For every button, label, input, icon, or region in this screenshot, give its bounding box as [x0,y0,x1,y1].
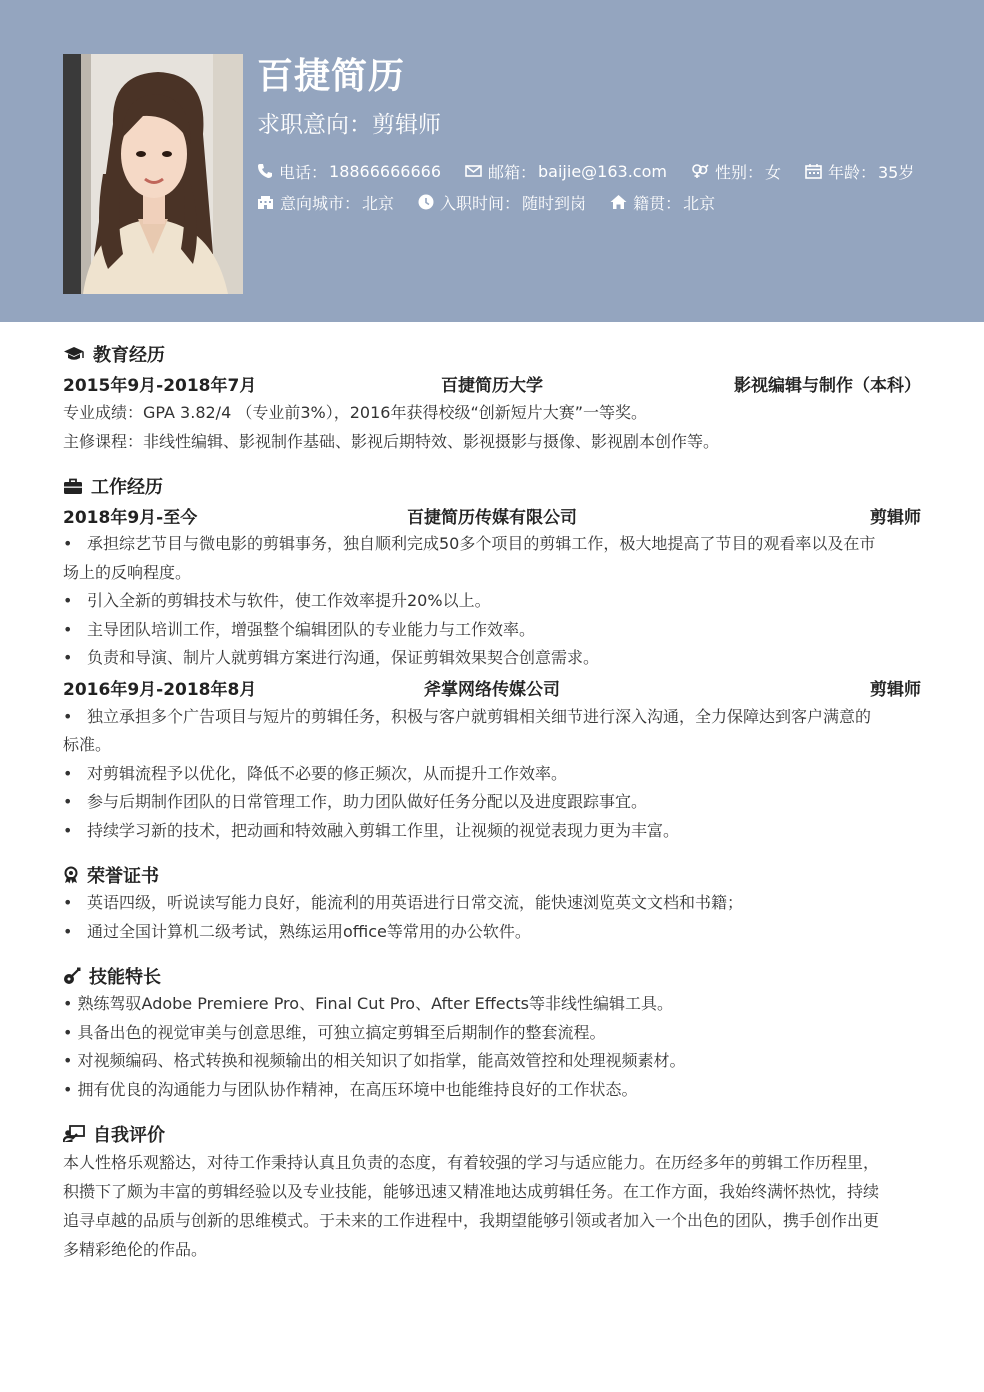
entry-value: 随时到岗 [522,193,587,213]
age-info [805,160,914,183]
honors-title [63,861,921,889]
phone-label: 电话： [279,162,328,182]
entry-label: 入职时间： [440,193,521,213]
self-eval-line: 积攒下了颇为丰富的剪辑经验以及专业技能，能够迅速又精准地达成剪辑任务。在工作方面，我始终满怀热忱，持续 [63,1182,880,1201]
resume-header [0,0,984,322]
honor-item: • 通过全国计算机二级考试，熟练运用office等常用的办公软件。 [63,918,921,947]
self-eval-title [63,1120,921,1148]
email-info [465,160,667,183]
work-title [63,472,921,500]
honors-title-text: 荣誉证书 [87,866,159,887]
graduation-cap-icon [63,346,85,362]
age-value: 35岁 [878,162,915,182]
self-eval-line: 追寻卓越的品质与创新的思维模式。于未来的工作进程中，我期望能够引领或者加入一个出色的团队，携手创作出更 [63,1211,880,1230]
job-1-bullet: • 主导团队培训工作，增强整个编辑团队的专业能力与工作效率。 [63,616,921,645]
home-icon [610,194,627,210]
skills-section [63,962,921,1104]
candidate-name: 百捷简历 [257,56,406,97]
guitar-icon [63,967,81,985]
job-1-period: 2018年9月-至今 [63,507,198,528]
origin-label: 籍贯： [633,193,682,213]
gender-label: 性别： [714,162,763,182]
clock-icon [418,194,434,210]
job-1-head [63,500,921,530]
job-1-bullet: • 负责和导演、制片人就剪辑方案进行沟通，保证剪辑效果契合创意需求。 [63,644,921,673]
job-1-bullet-continuation: 场上的反响程度。 [63,562,192,582]
self-eval-section [63,1120,921,1264]
job-1-role: 剪辑师 [870,507,921,528]
skill-item: • 具备出色的视觉审美与创意思维，可独立搞定剪辑至后期制作的整套流程。 [63,1022,606,1042]
job-2-bullet: • 参与后期制作团队的日常管理工作，助力团队做好任务分配以及进度跟踪事宜。 [63,788,921,817]
honor-item: • 英语四级，听说读写能力良好，能流利的用英语进行日常交流，能快速浏览英文文档和书籍； [63,889,921,918]
age-label: 年龄： [827,162,876,182]
award-icon [63,866,79,884]
job-2-company: 斧掌网络传媒公司 [424,680,560,700]
education-line-grades: 专业成绩：GPA 3.82/4 （专业前3%），2016年获得校级“创新短片大赛”一等奖。 [63,403,648,422]
job-1-bullet: • 承担综艺节目与微电影的剪辑事务，独自顺利完成50多个项目的剪辑工作，极大地提高了节目的观看率以及在市 [63,530,921,559]
phone-value: 18866666666 [329,161,441,181]
skill-item: • 对视频编码、格式转换和视频输出的相关知识了如指掌，能高效管控和处理视频素材。 [63,1051,686,1070]
work-title-text: 工作经历 [91,477,163,498]
job-intent [257,106,441,139]
phone-icon [257,163,273,179]
self-eval-title-text: 自我评价 [93,1125,165,1146]
job-2-bullet-continuation: 标准。 [63,735,112,754]
skills-title [63,962,921,990]
skill-item: • 熟练驾驭Adobe Premiere Pro、Final Cut Pro、After Effects等非线性编辑工具。 [63,994,673,1013]
education-major: 影视编辑与制作（本科） [734,375,921,396]
presenter-icon [63,1125,85,1143]
education-section [63,340,921,456]
honors-section [63,861,921,946]
city-label: 意向城市： [280,193,361,213]
gender-info [691,160,781,183]
self-eval-line: 本人性格乐观豁达，对待工作秉持认真且负责的态度，有着较强的学习与适应能力。在历经多年的剪辑工作历程里， [63,1153,880,1172]
self-eval-line: 多精彩绝伦的作品。 [63,1240,208,1259]
education-title-text: 教育经历 [93,345,165,366]
education-school: 百捷简历大学 [441,375,543,396]
origin-info [610,191,715,214]
email-value: baijie@163.com [538,161,667,181]
job-2-bullet: • 对剪辑流程予以优化，降低不必要的修正频次，从而提升工作效率。 [63,760,921,789]
city-info [257,191,394,214]
contact-row-1 [257,160,938,182]
work-section [63,472,921,845]
job-intent-value: 剪辑师 [372,112,441,138]
contact-row-2 [257,191,739,213]
job-2-head [63,673,921,703]
briefcase-icon [63,478,83,495]
city-value: 北京 [362,193,395,213]
job-1-company: 百捷简历传媒有限公司 [407,507,577,528]
building-icon [257,194,274,210]
job-2-role: 剪辑师 [870,680,921,700]
job-2-period: 2016年9月-2018年8月 [63,680,257,700]
entry-info [418,191,586,214]
mail-icon [465,164,482,178]
job-1-bullet: • 引入全新的剪辑技术与软件，使工作效率提升20%以上。 [63,587,921,616]
education-title [63,340,921,368]
resume-body [63,340,921,1280]
gender-value: 女 [764,162,781,182]
education-period: 2015年9月-2018年7月 [63,375,257,396]
gender-icon [691,163,709,179]
calendar-icon [805,163,822,179]
education-entry-head [63,368,921,398]
profile-photo [63,54,243,294]
skills-title-text: 技能特长 [89,967,161,988]
origin-value: 北京 [683,193,716,213]
job-intent-label: 求职意向： [257,112,372,138]
job-2-bullet: • 持续学习新的技术，把动画和特效融入剪辑工作里，让视频的视觉表现力更为丰富。 [63,817,921,846]
self-eval-text [63,1148,921,1264]
skill-item: • 拥有优良的沟通能力与团队协作精神，在高压环境中也能维持良好的工作状态。 [63,1079,638,1099]
education-line-courses: 主修课程：非线性编辑、影视制作基础、影视后期特效、影视摄影与摄像、影视剧本创作等。 [63,432,720,451]
email-label: 邮箱： [488,162,537,182]
job-2-bullet: • 独立承担多个广告项目与短片的剪辑任务，积极与客户就剪辑相关细节进行深入沟通，全力保障达到客户满意的 [63,703,921,732]
phone-info [257,160,441,183]
